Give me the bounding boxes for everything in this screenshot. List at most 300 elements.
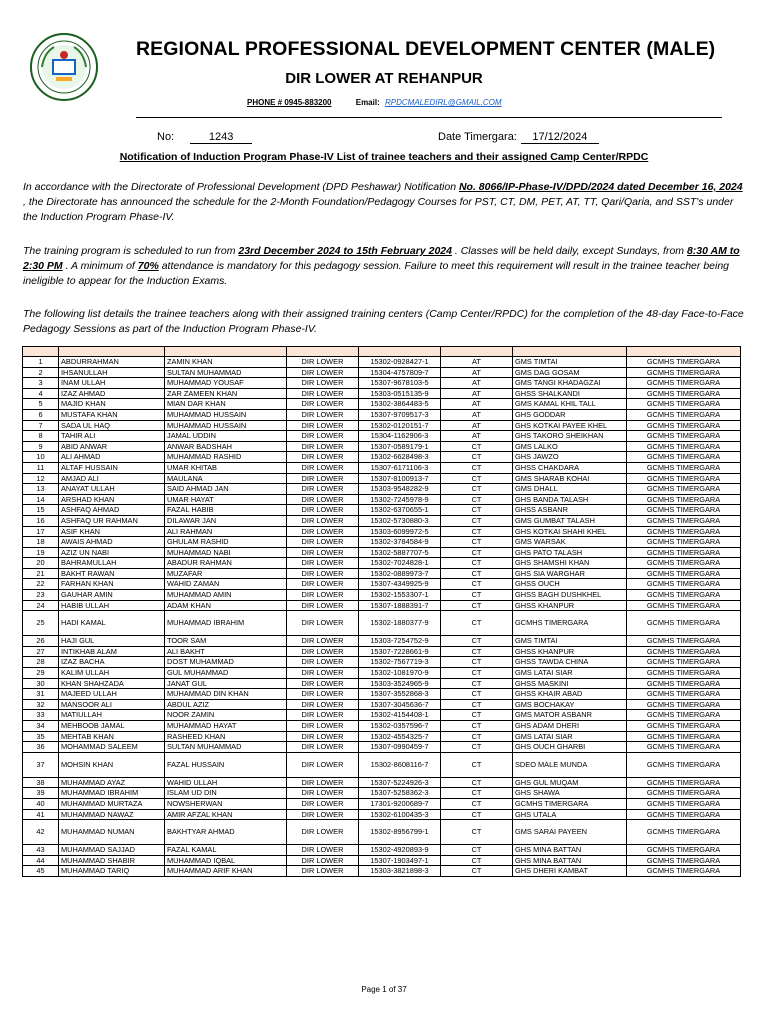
table-cell: ASHFAQ UR RAHMAN [59,515,165,526]
table-cell: HABIB ULLAH [59,600,165,611]
table-cell: HAJI GUL [59,636,165,647]
table-cell: GHSS MASKINI [513,678,627,689]
table-row [23,646,741,657]
table-cell: 15307-7228661-9 [359,646,441,657]
table-cell: MUHAMMAD NUMAN [59,820,165,845]
table-cell: GCMHS TIMERGARA [627,752,741,777]
trainee-table [22,346,741,877]
table-cell: GMS DHALL [513,484,627,495]
table-cell: 15302-0120151-7 [359,420,441,431]
table-cell: AT [441,367,513,378]
table-cell: CT [441,788,513,799]
phone-number: PHONE # 0945-883200 [247,98,332,107]
table-cell: 33 [23,710,59,721]
table-row [23,484,741,495]
table-cell: CT [441,742,513,753]
table-cell: DIR LOWER [287,378,359,389]
table-cell: SADA UL HAQ [59,420,165,431]
table-cell: 15302-3864483-5 [359,399,441,410]
table-row [23,357,741,368]
table-row [23,399,741,410]
table-row [23,678,741,689]
table-cell: ALTAF HUSSAIN [59,462,165,473]
header-cell [513,347,627,357]
table-cell: 6 [23,409,59,420]
table-cell: MUHAMMAD NAWAZ [59,809,165,820]
table-cell: DIR LOWER [287,710,359,721]
table-row [23,367,741,378]
table-cell: GCMHS TIMERGARA [627,710,741,721]
table-cell: INAM ULLAH [59,378,165,389]
table-cell: CT [441,646,513,657]
table-row [23,547,741,558]
table-cell: DIR LOWER [287,441,359,452]
table-cell: CT [441,721,513,732]
table-cell: ARSHAD KHAN [59,494,165,505]
table-cell: 10 [23,452,59,463]
table-cell: GHS DHERI KAMBAT [513,866,627,877]
table-cell: 15307-3552868-3 [359,689,441,700]
table-cell: GCMHS TIMERGARA [627,378,741,389]
table-cell: CT [441,452,513,463]
table-cell: 18 [23,537,59,548]
table-row [23,798,741,809]
table-cell: MUHAMMAD TARIQ [59,866,165,877]
table-cell: 39 [23,788,59,799]
table-cell: GCMHS TIMERGARA [627,431,741,442]
header-cell [287,347,359,357]
table-cell: GHS JAWZO [513,452,627,463]
table-cell: 30 [23,678,59,689]
table-cell: FAZAL HUSSAIN [165,752,287,777]
table-cell: UMAR HAYAT [165,494,287,505]
table-cell: DIR LOWER [287,526,359,537]
table-row [23,473,741,484]
table-cell: GHSS ASBANR [513,505,627,516]
table-cell: CT [441,752,513,777]
table-cell: GHS GUL MUQAM [513,777,627,788]
table-cell: CT [441,820,513,845]
table-cell: GMS DAG GOSAM [513,367,627,378]
table-cell: MUHAMMAD IBRAHIM [165,611,287,636]
table-cell: UMAR KHITAB [165,462,287,473]
table-row [23,378,741,389]
table-cell: AZIZ UN NABI [59,547,165,558]
table-cell: GCMHS TIMERGARA [627,505,741,516]
table-cell: 5 [23,399,59,410]
table-cell: 1 [23,357,59,368]
table-cell: GMS BOCHAKAY [513,699,627,710]
table-cell: 15302-3784584-9 [359,537,441,548]
table-cell: ISLAM UD DIN [165,788,287,799]
table-cell: 25 [23,611,59,636]
table-cell: 15302-1081970-9 [359,668,441,679]
table-cell: IHSANULLAH [59,367,165,378]
table-row [23,636,741,647]
table-cell: 15304-4757809-7 [359,367,441,378]
table-cell: GHSS BAGH DUSHKHEL [513,590,627,601]
table-cell: GCMHS TIMERGARA [513,798,627,809]
table-row [23,855,741,866]
table-cell: GHSS KHAIR ABAD [513,689,627,700]
table-cell: DIR LOWER [287,855,359,866]
table-cell: TAHIR ALI [59,431,165,442]
table-cell: DIR LOWER [287,678,359,689]
table-row [23,388,741,399]
table-cell: GHSS TAWDA CHINA [513,657,627,668]
table-cell: 15303-6099972-5 [359,526,441,537]
table-cell: GMS LATAI SIAR [513,731,627,742]
table-cell: 40 [23,798,59,809]
table-cell: GHULAM RASHID [165,537,287,548]
email-label: Email: [355,98,380,107]
table-cell: MUHAMMAD SHABIR [59,855,165,866]
table-cell: 15307-1888391-7 [359,600,441,611]
table-cell: GCMHS TIMERGARA [627,579,741,590]
table-cell: AT [441,399,513,410]
table-cell: GCMHS TIMERGARA [627,611,741,636]
date-field [438,131,599,144]
table-cell: DIR LOWER [287,579,359,590]
table-cell: MUHAMMAD SAJJAD [59,845,165,856]
table-cell: 15302-7567719-3 [359,657,441,668]
table-cell: CT [441,515,513,526]
rpdc-logo [30,33,98,101]
table-cell: GMS WARSAK [513,537,627,548]
table-cell: GMS KAMAL KHIL TALL [513,399,627,410]
table-cell: ASHFAQ AHMAD [59,505,165,516]
table-cell: MAJEED ULLAH [59,689,165,700]
no-label: No: [157,131,175,143]
table-cell: GCMHS TIMERGARA [627,590,741,601]
table-cell: 27 [23,646,59,657]
table-cell: 15302-8956799-1 [359,820,441,845]
center-subtitle: DIR LOWER AT REHANPUR [285,70,483,87]
table-cell: CT [441,668,513,679]
table-cell: CT [441,689,513,700]
table-cell: MIAN DAR KHAN [165,399,287,410]
table-cell: 43 [23,845,59,856]
date-value: 17/12/2024 [521,131,599,144]
table-cell: ABDURRAHMAN [59,357,165,368]
table-row [23,537,741,548]
table-cell: GCMHS TIMERGARA [627,388,741,399]
table-cell: DIR LOWER [287,420,359,431]
table-row [23,752,741,777]
table-cell: DIR LOWER [287,399,359,410]
table-cell: GHS KOTKAI PAYEE KHEL [513,420,627,431]
table-cell: MUHAMMAD HAYAT [165,721,287,732]
table-cell: DIR LOWER [287,600,359,611]
table-cell: DIR LOWER [287,668,359,679]
table-cell: 15302-7245978-9 [359,494,441,505]
table-cell: ZAR ZAMEEN KHAN [165,388,287,399]
table-cell: GMS GUMBAT TALASH [513,515,627,526]
table-cell: MOHSIN KHAN [59,752,165,777]
table-cell: CT [441,526,513,537]
table-cell: 22 [23,579,59,590]
table-cell: GCMHS TIMERGARA [627,473,741,484]
table-cell: DIR LOWER [287,515,359,526]
table-cell: 45 [23,866,59,877]
table-row [23,777,741,788]
table-cell: 16 [23,515,59,526]
table-cell: DIR LOWER [287,547,359,558]
table-cell: DIR LOWER [287,484,359,495]
table-cell: GMS TIMTAI [513,357,627,368]
table-cell: 31 [23,689,59,700]
table-cell: GCMHS TIMERGARA [627,547,741,558]
table-cell: CT [441,473,513,484]
table-cell: 15302-0889973-7 [359,568,441,579]
table-cell: CT [441,579,513,590]
table-cell: GCMHS TIMERGARA [627,866,741,877]
p1-text-a: In accordance with the Directorate of Professional Development (DPD Peshawar) Notification [23,181,459,193]
table-cell: MAJID KHAN [59,399,165,410]
table-cell: CT [441,710,513,721]
table-cell: AT [441,388,513,399]
table-row [23,721,741,732]
table-cell: GCMHS TIMERGARA [627,699,741,710]
table-cell: JAMAL UDDIN [165,431,287,442]
table-cell: GCMHS TIMERGARA [627,420,741,431]
table-cell: 17 [23,526,59,537]
table-cell: CT [441,484,513,495]
table-cell: 15307-5224926-3 [359,777,441,788]
table-row [23,866,741,877]
table-row [23,668,741,679]
table-cell: DIR LOWER [287,731,359,742]
table-cell: GCMHS TIMERGARA [627,636,741,647]
table-row [23,710,741,721]
table-cell: SAID AHMAD JAN [165,484,287,495]
table-cell: GCMHS TIMERGARA [627,845,741,856]
table-cell: 13 [23,484,59,495]
table-cell: JANAT GUL [165,678,287,689]
table-cell: GHS TAKORO SHEIKHAN [513,431,627,442]
p2-text-c: . Classes will be held daily, except Sundays, from [451,245,687,257]
table-cell: GCMHS TIMERGARA [627,678,741,689]
header-cell [23,347,59,357]
table-cell: NOOR ZAMIN [165,710,287,721]
table-cell: DIR LOWER [287,742,359,753]
table-cell: HADI KAMAL [59,611,165,636]
table-cell: 44 [23,855,59,866]
table-cell: CT [441,699,513,710]
table-row [23,611,741,636]
table-cell: GCMHS TIMERGARA [627,742,741,753]
table-cell: CT [441,590,513,601]
table-cell: FAZAL KAMAL [165,845,287,856]
table-row [23,452,741,463]
table-cell: 15302-4554325-7 [359,731,441,742]
header-divider [136,117,722,118]
table-cell: 15302-1553307-1 [359,590,441,601]
p2-text-e: . A minimum of [62,260,138,272]
table-cell: ALI RAHMAN [165,526,287,537]
table-cell: GHS MINA BATTAN [513,845,627,856]
table-cell: GCMHS TIMERGARA [627,777,741,788]
table-cell: 15307-0990459-7 [359,742,441,753]
table-cell: INTIKHAB ALAM [59,646,165,657]
paragraph-schedule [23,244,745,289]
table-cell: 15302-4154408-1 [359,710,441,721]
table-cell: GCMHS TIMERGARA [627,409,741,420]
table-cell: 15307-9678103-5 [359,378,441,389]
table-cell: 37 [23,752,59,777]
paragraph-list-intro: The following list details the trainee teachers along with their assigned training centers (Camp Center/RPDC) for the completion of the 48-day Face-to-Face Pedagogy Sessions as part of the Induction Program Phase-IV. [23,308,744,335]
table-cell: DIR LOWER [287,721,359,732]
table-cell: DIR LOWER [287,462,359,473]
table-cell: MOHAMMAD SALEEM [59,742,165,753]
table-cell: 3 [23,378,59,389]
table-cell: 15302-4920893-9 [359,845,441,856]
table-row [23,409,741,420]
table-cell: 32 [23,699,59,710]
table-cell: DIR LOWER [287,699,359,710]
table-cell: AMIR AFZAL KHAN [165,809,287,820]
header-cell [59,347,165,357]
table-cell: 7 [23,420,59,431]
table-row [23,420,741,431]
table-cell: GCMHS TIMERGARA [627,657,741,668]
table-row [23,526,741,537]
table-cell: DIR LOWER [287,537,359,548]
p2-text-a: The training program is scheduled to run from [23,245,239,257]
table-cell: DIR LOWER [287,431,359,442]
table-cell: 15307-0589179-1 [359,441,441,452]
table-cell: MUHAMMAD AYAZ [59,777,165,788]
table-row [23,820,741,845]
p2-time-range: 8:30 AM to 2:30 PM [23,245,740,272]
page-number: Page 1 of 37 [361,985,407,994]
table-cell: GHS OUCH GHARBI [513,742,627,753]
table-cell: CT [441,777,513,788]
table-cell: GCMHS TIMERGARA [627,537,741,548]
table-cell: GHSS KHANPUR [513,600,627,611]
table-cell: MUZAFAR [165,568,287,579]
table-row [23,809,741,820]
table-cell: SULTAN MUHAMMAD [165,742,287,753]
table-cell: 38 [23,777,59,788]
table-cell: 14 [23,494,59,505]
table-cell: TOOR SAM [165,636,287,647]
table-cell: GCMHS TIMERGARA [627,689,741,700]
table-cell: IZAZ BACHA [59,657,165,668]
table-cell: FAZAL HABIB [165,505,287,516]
table-cell: GHS BANDA TALASH [513,494,627,505]
table-cell: GHS GODDAR [513,409,627,420]
table-cell: GHS PATO TALASH [513,547,627,558]
table-cell: DIR LOWER [287,568,359,579]
table-cell: CT [441,494,513,505]
table-cell: DIR LOWER [287,788,359,799]
table-cell: 15307-1903497-1 [359,855,441,866]
table-cell: DOST MUHAMMAD [165,657,287,668]
table-cell: ABDUL AZIZ [165,699,287,710]
table-cell: CT [441,568,513,579]
table-cell: 24 [23,600,59,611]
table-cell: 15302-5887707-5 [359,547,441,558]
table-cell: ASIF KHAN [59,526,165,537]
table-cell: DIR LOWER [287,367,359,378]
table-cell: MUHAMMAD HUSSAIN [165,409,287,420]
email-link[interactable]: RPDCMALEDIRL@GMAIL.COM [384,98,502,107]
table-cell: 15303-7254752-9 [359,636,441,647]
table-cell: GCMHS TIMERGARA [627,484,741,495]
table-cell: CT [441,547,513,558]
table-cell: 23 [23,590,59,601]
table-cell: DIR LOWER [287,494,359,505]
table-cell: 15307-3045636-7 [359,699,441,710]
table-cell: 26 [23,636,59,647]
table-cell: 15 [23,505,59,516]
table-cell: DIR LOWER [287,845,359,856]
table-cell: 41 [23,809,59,820]
table-row [23,600,741,611]
table-cell: CT [441,537,513,548]
table-cell: GMS LALKO [513,441,627,452]
table-row [23,788,741,799]
table-cell: ALI AHMAD [59,452,165,463]
table-cell: KALIM ULLAH [59,668,165,679]
table-cell: GCMHS TIMERGARA [627,820,741,845]
table-cell: 12 [23,473,59,484]
p2-attendance: 70% [137,260,159,272]
table-cell: GCMHS TIMERGARA [627,731,741,742]
table-cell: 15302-6100435-3 [359,809,441,820]
table-cell: AWAIS AHMAD [59,537,165,548]
table-cell: AT [441,378,513,389]
table-cell: 15304-1162906-3 [359,431,441,442]
table-cell: GAUHAR AMIN [59,590,165,601]
table-cell: 15303-3821898-3 [359,866,441,877]
header-cell [359,347,441,357]
table-cell: RASHEED KHAN [165,731,287,742]
header-cell [441,347,513,357]
table-cell: CT [441,809,513,820]
table-row [23,505,741,516]
table-cell: DIR LOWER [287,657,359,668]
table-cell: 21 [23,568,59,579]
p2-date-range: 23rd December 2024 to 15th February 2024 [238,245,452,257]
table-cell: MUHAMMAD ARIF KHAN [165,866,287,877]
contact-line [247,98,502,107]
table-cell: GHS MINA BATTAN [513,855,627,866]
table-cell: ABID ANWAR [59,441,165,452]
table-cell: 36 [23,742,59,753]
table-cell: AMJAD ALI [59,473,165,484]
table-cell: IZAZ AHMAD [59,388,165,399]
table-row [23,699,741,710]
table-cell: GHSS OUCH [513,579,627,590]
table-cell: 15302-7024828-1 [359,558,441,569]
table-cell: 15302-8608116-7 [359,752,441,777]
table-cell: GCMHS TIMERGARA [627,600,741,611]
table-cell: MUHAMMAD RASHID [165,452,287,463]
table-cell: GHSS SHALKANDI [513,388,627,399]
table-cell: 15307-4349925-9 [359,579,441,590]
notification-title: Notification of Induction Program Phase-IV List of trainee teachers and their assigned Camp Center/RPDC [119,151,649,163]
table-cell: 15302-6628498-3 [359,452,441,463]
table-cell: AT [441,420,513,431]
table-row [23,568,741,579]
table-cell: CT [441,678,513,689]
table-cell: AT [441,409,513,420]
table-cell: GCMHS TIMERGARA [627,568,741,579]
table-cell: GCMHS TIMERGARA [627,788,741,799]
table-cell: GMS TIMTAI [513,636,627,647]
